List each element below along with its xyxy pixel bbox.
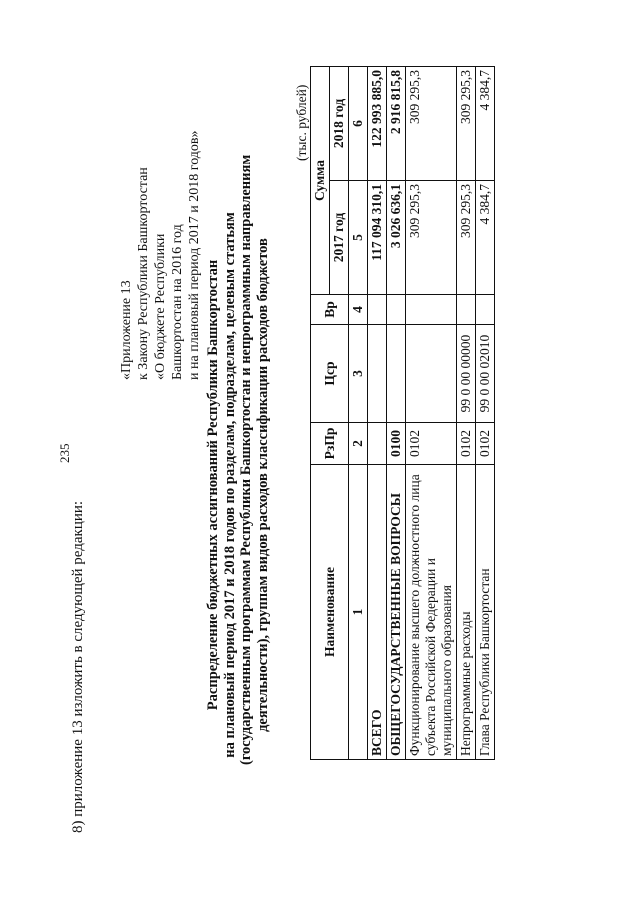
- appendix-line: и на плановый период 2017 и 2018 годов»: [187, 130, 202, 380]
- row-rzpr: 0100: [387, 423, 406, 465]
- index-cell: 6: [349, 66, 368, 180]
- row-vr: [457, 295, 476, 325]
- document-title: [205, 154, 271, 765]
- header-rzpr: РзПр: [311, 423, 349, 465]
- header-sum: Сумма: [311, 66, 330, 294]
- page-number: 235: [57, 443, 72, 463]
- row-name: ОБЩЕГОСУДАРСТВЕННЫЕ ВОПРОСЫ: [387, 465, 406, 760]
- table-row: [387, 66, 406, 759]
- header-vr: Вр: [311, 295, 349, 325]
- index-cell: 5: [349, 181, 368, 295]
- table-row: [457, 66, 476, 759]
- row-rzpr: [368, 423, 387, 465]
- index-row: [349, 66, 368, 759]
- row-2017: 4 384,7: [476, 181, 495, 295]
- appendix-line: к Закону Республики Башкортостан: [136, 167, 151, 380]
- row-2017: 309 295,3: [457, 181, 476, 295]
- row-2018: 309 295,3: [406, 66, 457, 180]
- row-vr: [406, 295, 457, 325]
- row-vr: [387, 295, 406, 325]
- row-rzpr: 0102: [476, 423, 495, 465]
- table-row-total: [368, 66, 387, 759]
- index-cell: 2: [349, 423, 368, 465]
- header-tser: Цср: [311, 325, 349, 423]
- row-2017: 3 026 636,1: [387, 181, 406, 295]
- row-2018: 4 384,7: [476, 66, 495, 180]
- index-cell: 4: [349, 295, 368, 325]
- appendix-line: Башкортостан на 2016 год: [170, 224, 185, 380]
- row-vr: [476, 295, 495, 325]
- appendix-line: «О бюджете Республики: [153, 233, 168, 380]
- title-line: (государственным программам Республики Башкортостан и непрограммным направлениям: [238, 154, 254, 765]
- units-label: (тыс. рублей): [294, 84, 309, 161]
- row-tser: [387, 325, 406, 423]
- row-vr: [368, 295, 387, 325]
- row-2017: 117 094 310,1: [368, 181, 387, 295]
- table-row: [476, 66, 495, 759]
- row-tser: [368, 325, 387, 423]
- row-2018: 2 916 815,8: [387, 66, 406, 180]
- index-cell: 3: [349, 325, 368, 423]
- row-2018: 309 295,3: [457, 66, 476, 180]
- row-name: ВСЕГО: [368, 465, 387, 760]
- header-2018: 2018 год: [330, 66, 349, 180]
- row-tser: [406, 325, 457, 423]
- row-tser: 99 0 00 00000: [457, 325, 476, 423]
- index-cell: 1: [349, 465, 368, 760]
- header-2017: 2017 год: [330, 181, 349, 295]
- header-name: Наименование: [311, 465, 349, 760]
- row-name: Функционирование высшего должностного лица субъекта Российской Федерации и муниципального образования: [406, 465, 457, 760]
- table-row: [406, 66, 457, 759]
- appendix-line: «Приложение 13: [119, 280, 134, 380]
- row-2017: 309 295,3: [406, 181, 457, 295]
- row-2018: 122 993 885,0: [368, 66, 387, 180]
- row-rzpr: 0102: [406, 423, 457, 465]
- title-line: на плановый период 2017 и 2018 годов по разделам, подразделам, целевым статьям: [221, 212, 238, 758]
- row-name: Непрограммные расходы: [457, 465, 476, 760]
- row-name: Глава Республики Башкортостан: [476, 465, 495, 760]
- appendix-header: [118, 130, 203, 380]
- row-rzpr: 0102: [457, 423, 476, 465]
- intro-text: 8) приложение 13 изложить в следующей редакции:: [70, 500, 86, 833]
- title-line: деятельности), группам видов расходов классификации расходов бюджетов: [254, 238, 271, 732]
- row-tser: 99 0 00 02010: [476, 325, 495, 423]
- budget-table: [310, 66, 495, 760]
- title-line: Распределение бюджетных ассигнований Республики Башкортостан: [205, 259, 221, 711]
